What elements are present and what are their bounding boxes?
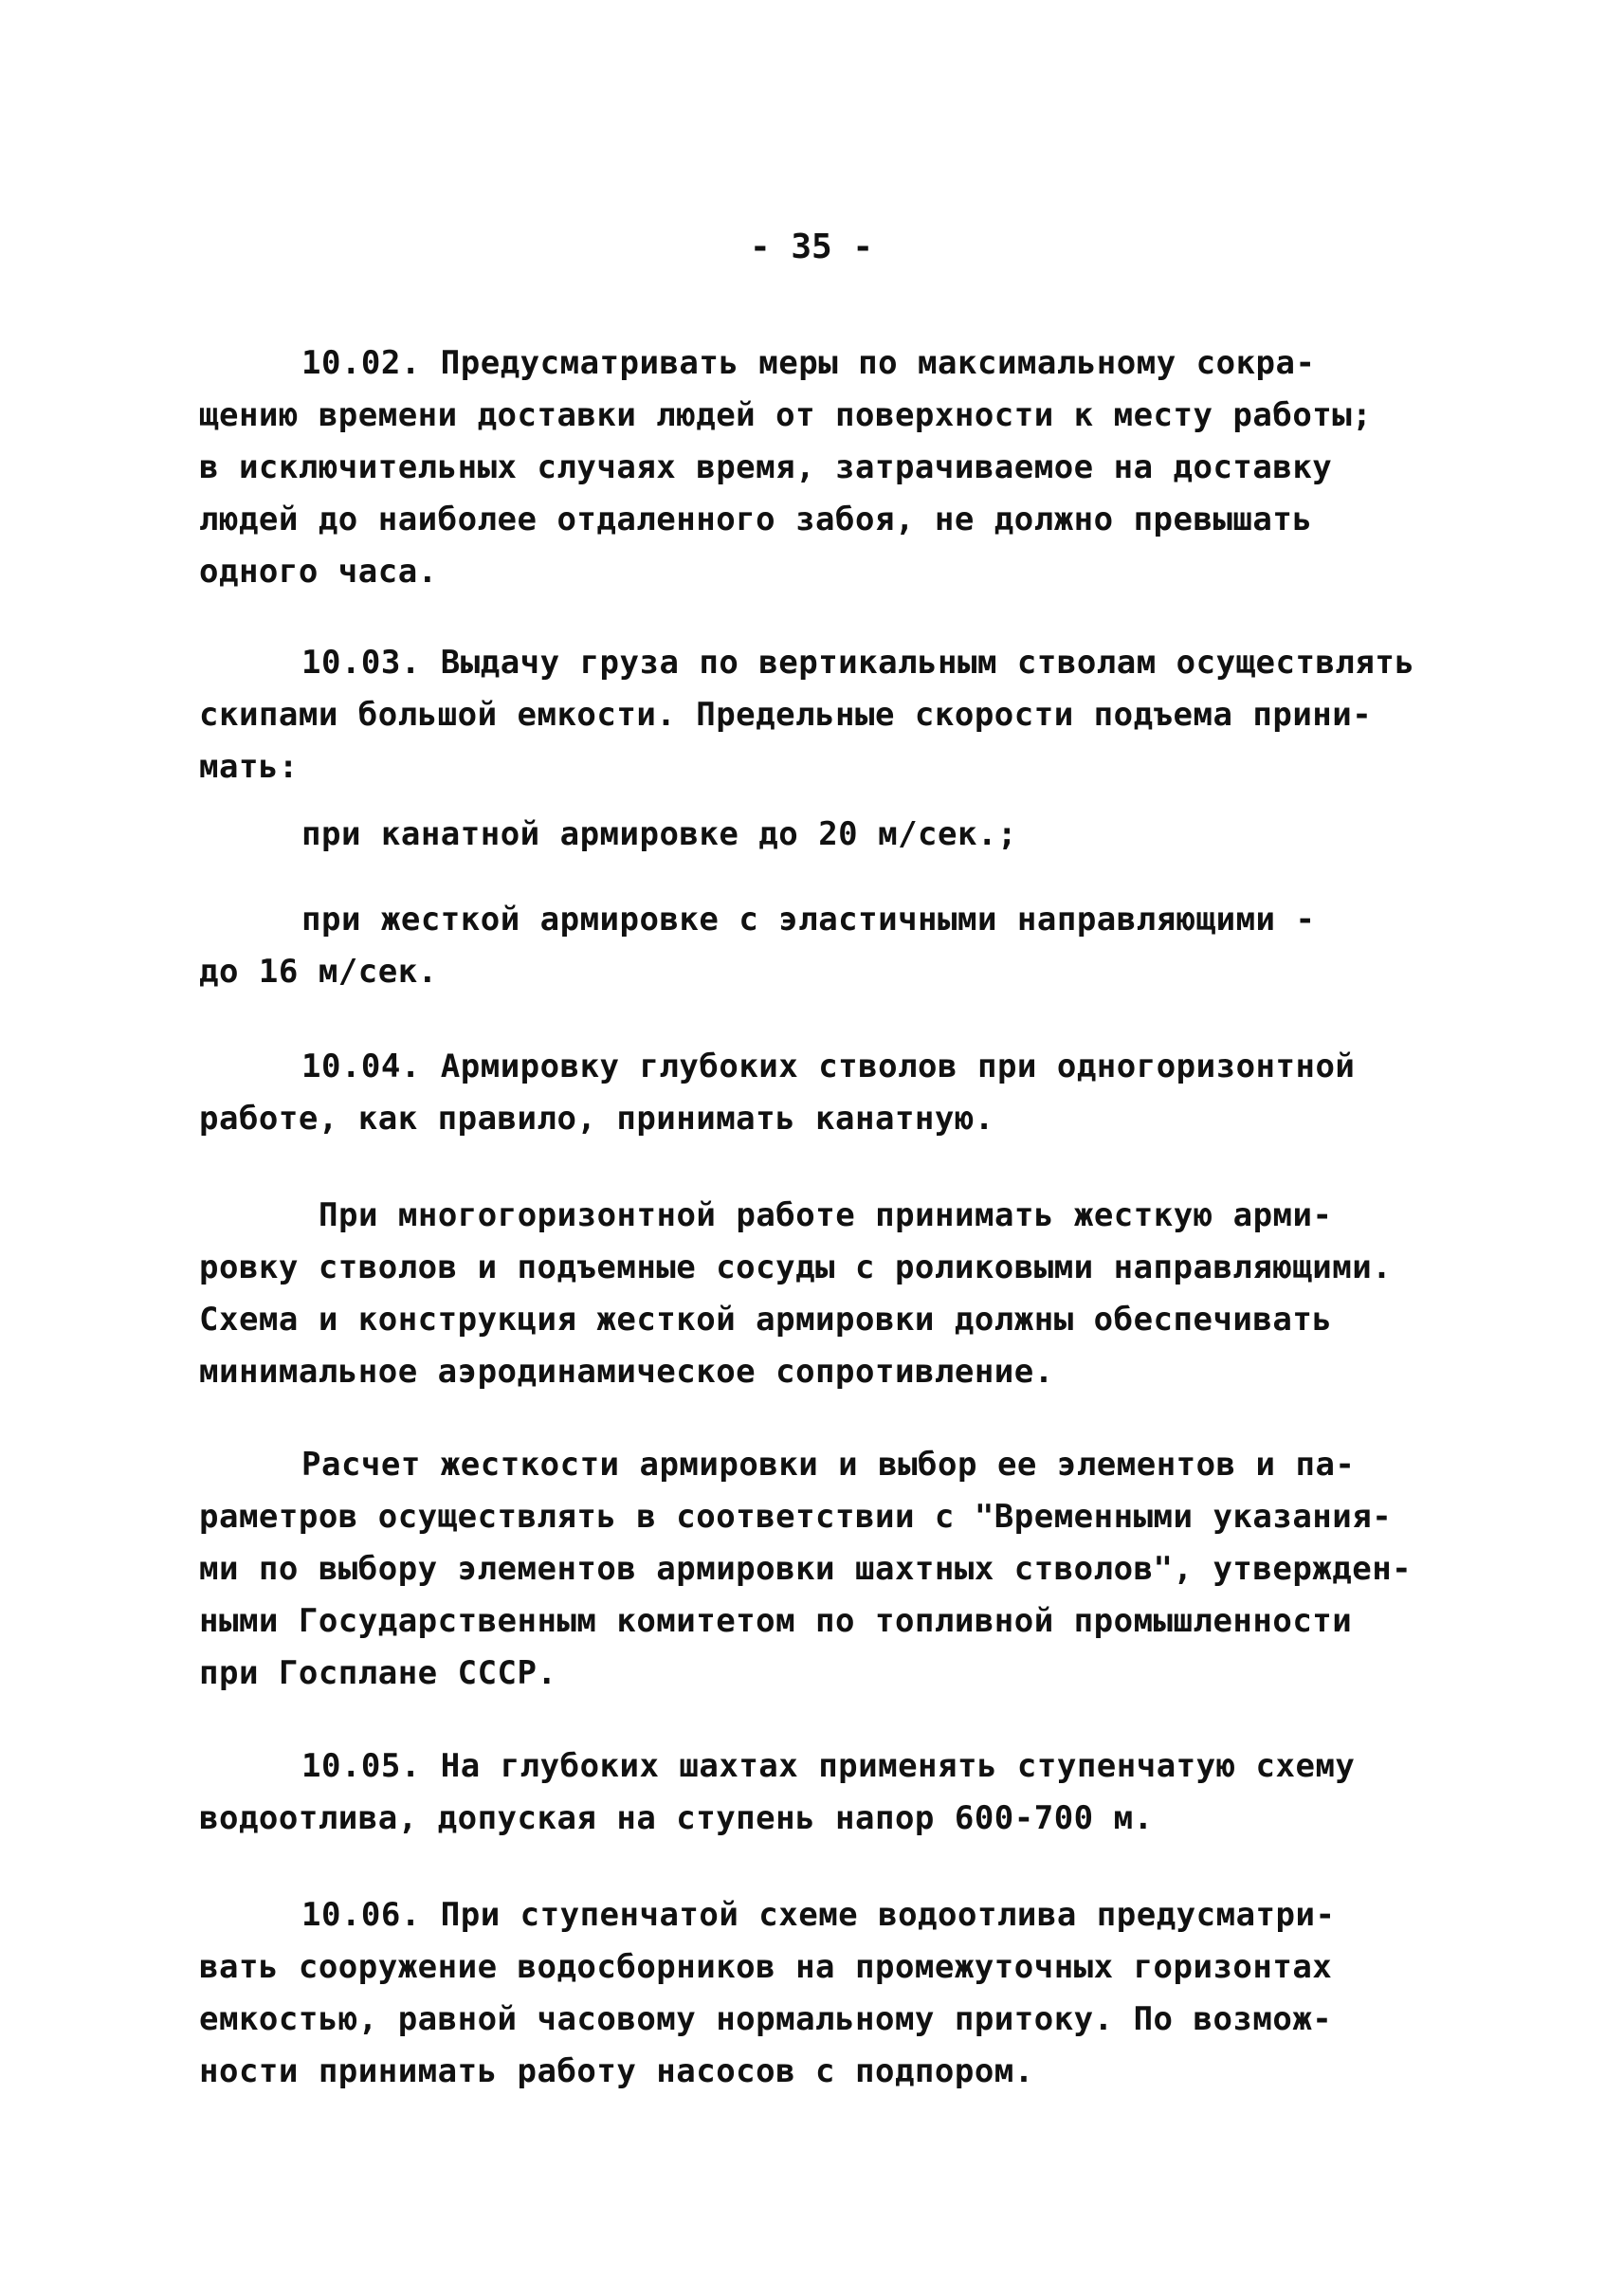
text-line: работе, как правило, принимать канатную.: [199, 1100, 994, 1138]
text-line: 10.03. Выдачу груза по вертикальным стволам осуществлять: [301, 644, 1415, 682]
text-line: 10.02. Предусматривать меры по максимальному сокра-: [301, 344, 1316, 382]
text-line: скипами большой емкости. Предельные скорости подъема прини-: [199, 696, 1373, 734]
text-line: при канатной армировке до 20 м/сек.;: [301, 815, 1017, 853]
text-line: вать сооружение водосборников на промежуточных горизонтах: [199, 1948, 1333, 1986]
page-number: - 35 -: [749, 228, 874, 266]
text-line: при жесткой армировке с эластичными направляющими -: [301, 901, 1316, 938]
text-line: раметров осуществлять в соответствии с "Временными указания-: [199, 1498, 1393, 1536]
text-line: 10.06. При ступенчатой схеме водоотлива предусматри-: [301, 1896, 1336, 1934]
text-line: ными Государственным комитетом по топливной промышленности: [199, 1602, 1353, 1640]
text-line: щению времени доставки людей от поверхности к месту работы;: [199, 396, 1373, 434]
text-line: ми по выбору элементов армировки шахтных стволов", утвержден-: [199, 1550, 1413, 1588]
text-line: 10.04. Армировку глубоких стволов при одногоризонтной: [301, 1048, 1356, 1085]
text-line: ности принимать работу насосов с подпором.: [199, 2052, 1034, 2090]
text-line: При многогоризонтной работе принимать жесткую арми-: [319, 1196, 1333, 1234]
text-line: мать:: [199, 748, 299, 786]
text-line: минимальное аэродинамическое сопротивление.: [199, 1353, 1054, 1391]
text-line: Расчет жесткости армировки и выбор ее элементов и па-: [301, 1446, 1356, 1484]
text-line: до 16 м/сек.: [199, 953, 438, 991]
text-line: людей до наиболее отдаленного забоя, не должно превышать: [199, 501, 1313, 538]
text-line: Схема и конструкция жесткой армировки должны обеспечивать: [199, 1301, 1333, 1339]
text-line: емкостью, равной часовому нормальному притоку. По возмож-: [199, 2000, 1333, 2038]
text-line: одного часа.: [199, 553, 438, 591]
text-line: водоотлива, допуская на ступень напор 600-700 м.: [199, 1799, 1154, 1837]
text-line: ровку стволов и подъемные сосуды с роликовыми направляющими.: [199, 1248, 1393, 1286]
text-line: 10.05. На глубоких шахтах применять ступенчатую схему: [301, 1747, 1356, 1785]
text-line: в исключительных случаях время, затрачиваемое на доставку: [199, 448, 1333, 486]
text-line: при Госплане СССР.: [199, 1654, 557, 1692]
